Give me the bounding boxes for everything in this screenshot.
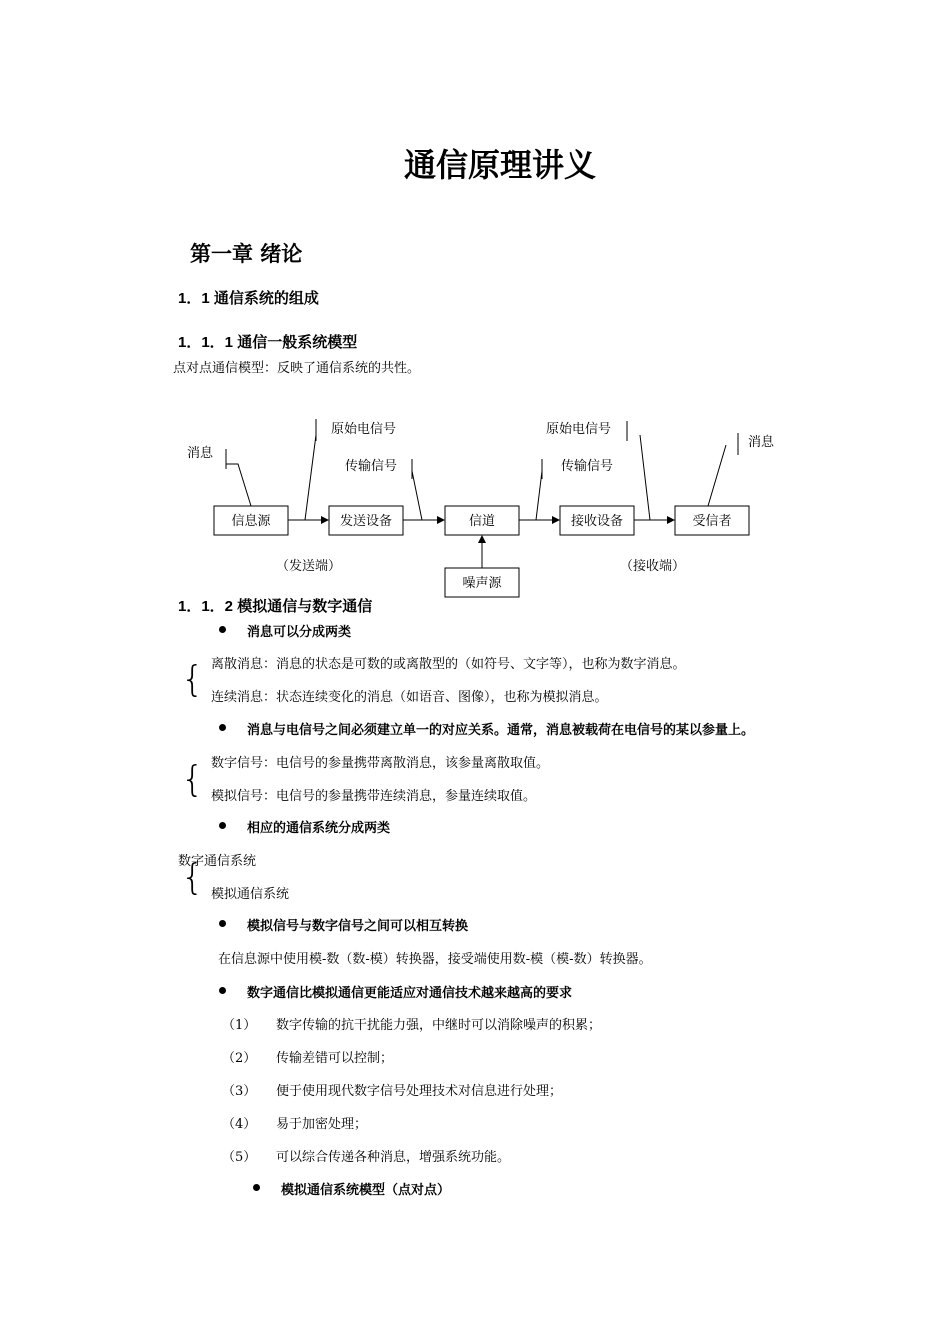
bullet-icon [219, 987, 226, 994]
bullet-analog-model: 模拟通信系统模型（点对点） [281, 1182, 451, 1197]
box-receiver-label: 接收设备 [570, 514, 624, 529]
bullet-icon [219, 626, 226, 633]
digital-signal-text: 数字信号：电信号的参量携带离散消息，该参量离散取值。 [211, 756, 550, 771]
section-1-1-1-heading: 1．1．1 通信一般系统模型 [178, 334, 358, 351]
conversion-text: 在信息源中使用模-数（数-模）转换器，接受端使用数-模（模-数）转换器。 [218, 952, 652, 967]
label-recv-end: （接收端） [620, 559, 686, 574]
leader-trans-signal-right [536, 471, 542, 520]
label-trans-signal-right: 传输信号 [561, 459, 614, 474]
advantage-number: （3） [222, 1084, 257, 1099]
bullet-conversion: 模拟信号与数字信号之间可以相互转换 [247, 918, 469, 933]
advantage-text: 便于使用现代数字信号处理技术对信息进行处理； [276, 1084, 563, 1099]
chapter-heading: 第一章 绪论 [190, 241, 303, 266]
label-orig-signal-left: 原始电信号 [331, 422, 397, 437]
discrete-message-text: 离散消息：消息的状态是可数的或离散型的（如符号、文字等），也称为数字消息。 [211, 657, 686, 672]
box-info-source [214, 506, 288, 535]
bullet-icon [219, 724, 226, 731]
advantage-number: （5） [222, 1150, 257, 1165]
advantage-number: （2） [222, 1051, 257, 1066]
advantage-text: 数字传输的抗干扰能力强，中继时可以消除噪声的积累； [276, 1018, 602, 1033]
advantage-text: 易于加密处理； [276, 1117, 368, 1132]
advantage-number: （4） [222, 1117, 257, 1132]
box-noise-source [445, 568, 519, 597]
box-receiver [560, 506, 634, 535]
box-transmitter-label: 发送设备 [339, 514, 393, 529]
leader-msg-left [226, 464, 251, 506]
digital-system-text: 数字通信系统 [178, 854, 257, 869]
box-channel-label: 信道 [468, 514, 496, 529]
box-channel [445, 506, 519, 535]
advantage-number: （1） [222, 1018, 257, 1033]
bullet-icon [219, 822, 226, 829]
brace-icon: { [181, 659, 204, 700]
box-noise-source-label: 噪声源 [462, 576, 502, 591]
bullet-icon [219, 920, 226, 927]
bullet-system-types: 相应的通信系统分成两类 [247, 820, 391, 835]
leader-msg-right [708, 445, 726, 506]
label-orig-signal-right: 原始电信号 [546, 422, 612, 437]
analog-system-text: 模拟通信系统 [211, 887, 290, 902]
intro-text: 点对点通信模型：反映了通信系统的共性。 [173, 361, 421, 376]
box-sink-label: 受信者 [692, 514, 732, 529]
box-info-source-label: 信息源 [231, 514, 271, 529]
page-title: 通信原理讲义 [404, 146, 597, 184]
bullet-signal-mapping: 消息与电信号之间必须建立单一的对应关系。通常，消息被载荷在电信号的某以参量上。 [247, 722, 755, 737]
label-msg-left: 消息 [187, 446, 214, 461]
bullet-icon [253, 1184, 260, 1191]
section-1-1-2-heading: 1．1．2 模拟通信与数字通信 [178, 598, 373, 615]
label-msg-right: 消息 [748, 435, 775, 450]
brace-icon: { [181, 759, 204, 800]
leader-orig-signal-left [305, 435, 316, 520]
analog-signal-text: 模拟信号：电信号的参量携带连续消息，参量连续取值。 [211, 789, 537, 804]
communication-model-diagram [170, 405, 790, 605]
label-trans-signal-left: 传输信号 [345, 459, 398, 474]
label-send-end: （发送端） [276, 559, 342, 574]
advantage-text: 可以综合传递各种消息，增强系统功能。 [276, 1150, 511, 1165]
brace-icon: { [181, 857, 204, 898]
advantage-text: 传输差错可以控制； [276, 1051, 394, 1066]
section-1-1-heading: 1．1 通信系统的组成 [178, 290, 319, 307]
bullet-message-types: 消息可以分成两类 [247, 624, 352, 639]
continuous-message-text: 连续消息：状态连续变化的消息（如语音、图像），也称为模拟消息。 [211, 690, 608, 705]
box-sink [675, 506, 749, 535]
leader-orig-signal-right [640, 435, 650, 520]
box-transmitter [329, 506, 403, 535]
bullet-digital-advantages: 数字通信比模拟通信更能适应对通信技术越来越高的要求 [247, 985, 573, 1000]
leader-trans-signal-left [412, 471, 422, 520]
